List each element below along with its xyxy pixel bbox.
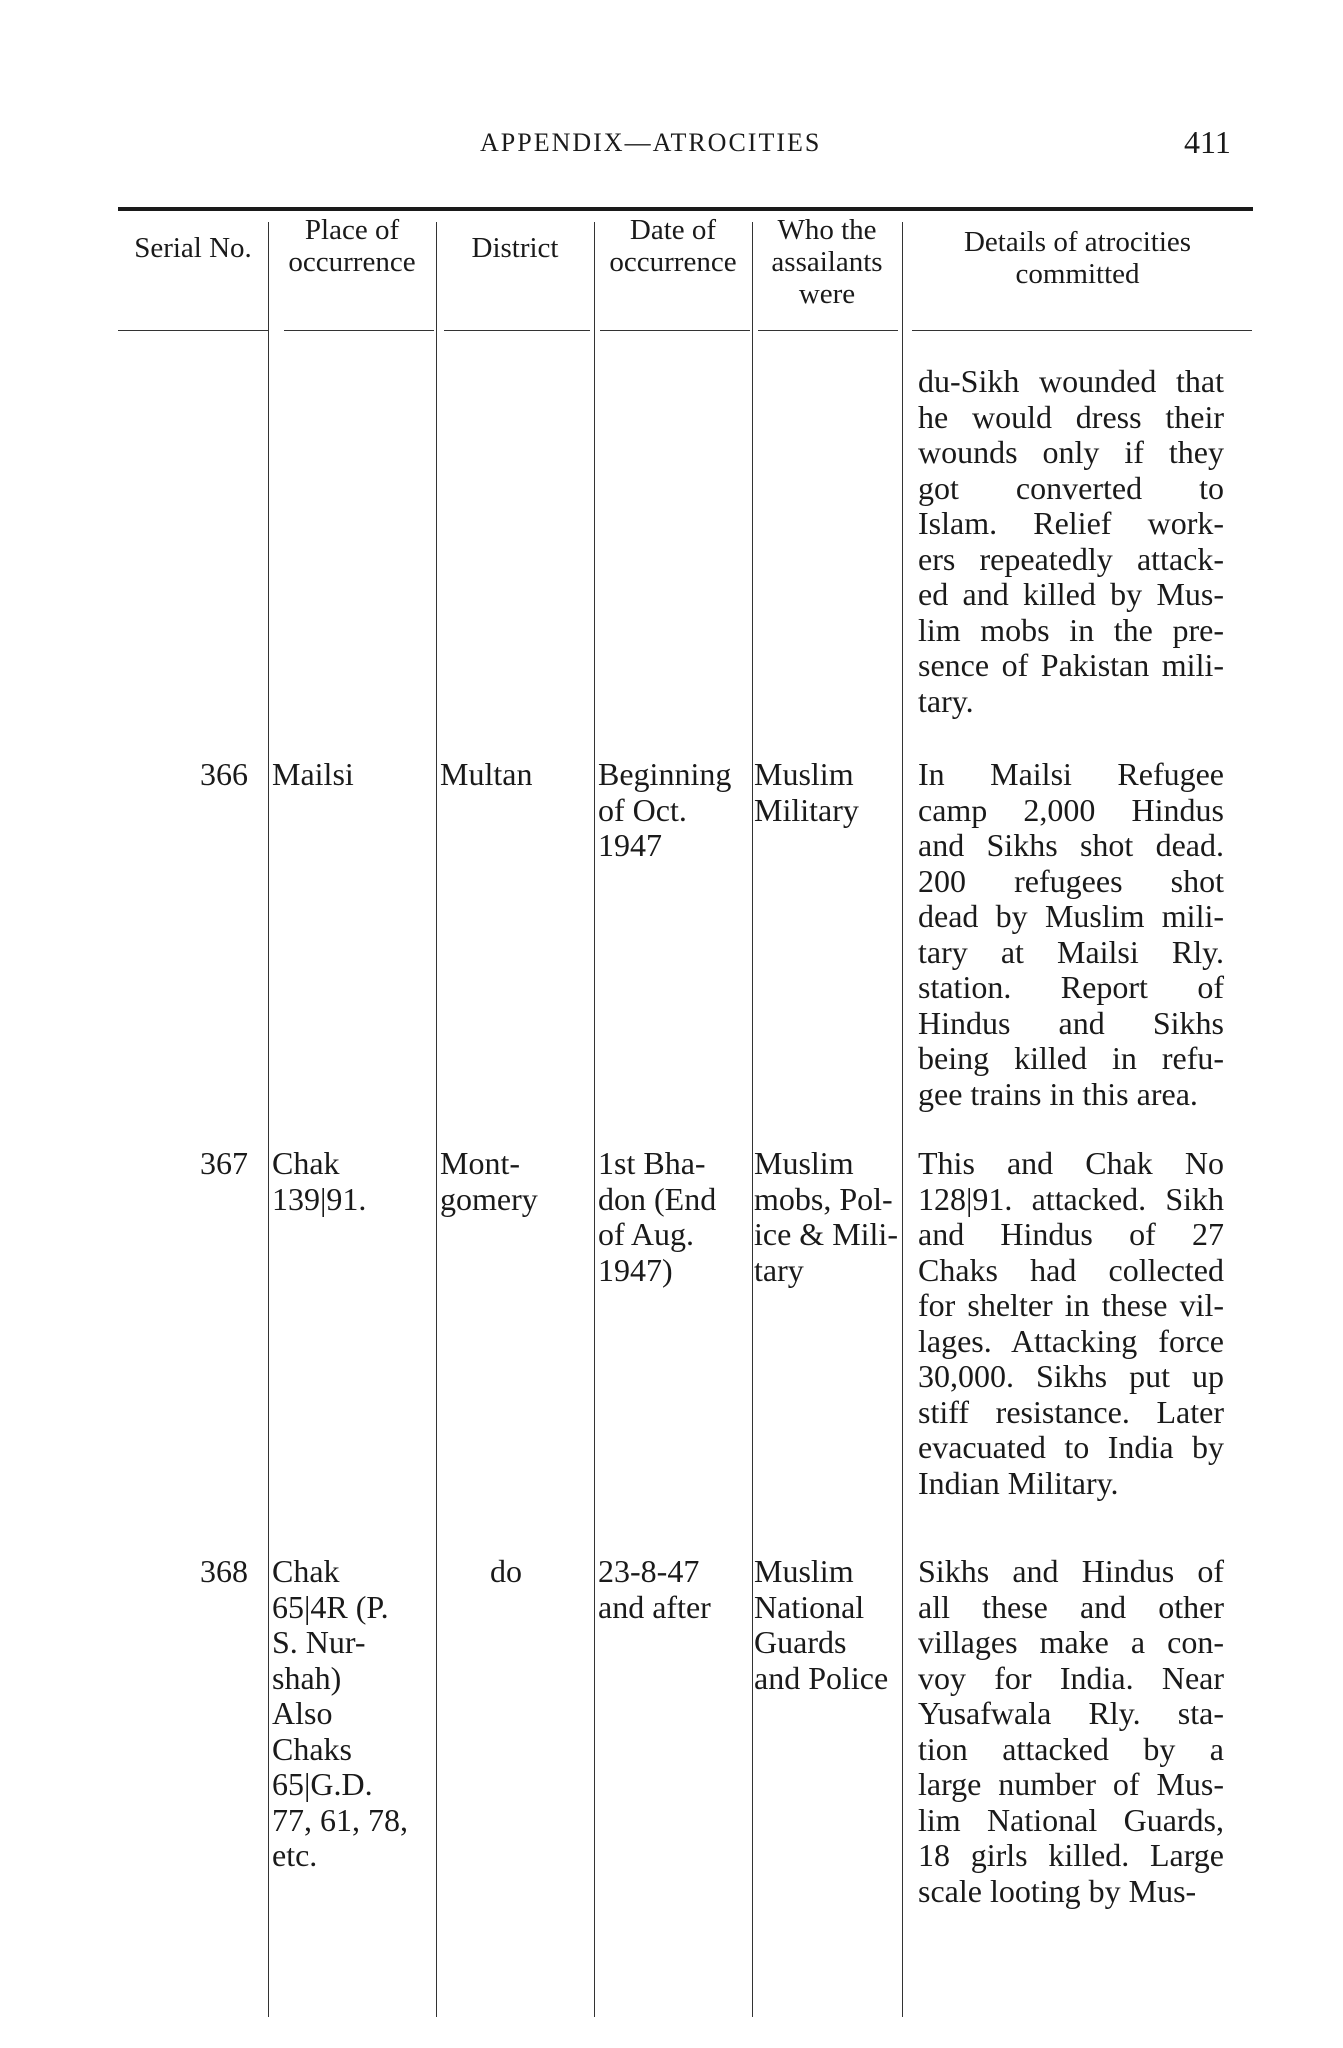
- header-rule: [444, 330, 590, 331]
- row-366-serial: 366: [200, 756, 248, 792]
- row-367-details: This and Chak No 128|91. attacked. Sikh and Hindus of 27 Chaks had collected for shelter in these vil- lages. Attacking force 30,000. Sikhs put up stiff resistance. Later evacuated to India by Indian Military.: [918, 1145, 1224, 1501]
- page-number: 411: [1184, 124, 1231, 160]
- row-367-serial: 367: [200, 1145, 248, 1181]
- column-divider: [436, 222, 437, 2017]
- header-rule: [758, 330, 898, 331]
- row-367-place: Chak 139|91.: [272, 1145, 367, 1217]
- row-367-date: 1st Bha- don (End of Aug. 1947): [598, 1145, 717, 1288]
- row-367-assailants: Muslim mobs, Pol- ice & Mili- tary: [754, 1145, 898, 1288]
- col-head-assailants: Who the assailants were: [771, 214, 883, 310]
- row-366-district: Multan: [440, 756, 533, 792]
- row-368-place: Chak 65|4R (P. S. Nur- shah) Also Chaks 65|G.D. 77, 61, 78, etc.: [272, 1553, 408, 1873]
- col-head-place: Place of occurrence: [288, 214, 416, 278]
- row-368-district: do: [490, 1553, 522, 1589]
- col-head-date: Date of occurrence: [609, 214, 737, 278]
- row-368-details: Sikhs and Hindus of all these and other villages make a con- voy for India. Near Yusafwala Rly. sta- tion attacked by a large number of Mus- lim National Guards, 18 girls killed. Large scale looting by Mus-: [918, 1553, 1224, 1909]
- column-divider: [268, 222, 269, 2017]
- col-head-district: District: [471, 232, 559, 264]
- column-divider: [902, 222, 903, 2017]
- row-366-date: Beginning of Oct. 1947: [598, 756, 732, 863]
- table-top-rule: [118, 207, 1253, 211]
- header-rule: [912, 330, 1252, 331]
- header-rule: [600, 330, 750, 331]
- header-rule: [118, 330, 268, 331]
- col-head-serial: Serial No.: [134, 232, 252, 264]
- col-head-details: Details of atrocities committed: [963, 226, 1192, 290]
- row-368-serial: 368: [200, 1553, 248, 1589]
- continuation-details: du-Sikh wounded that he would dress their wounds only if they got converted to Islam. Relief work- ers repeatedly attack- ed and killed by Mus- lim mobs in the pre- sence of Pakistan mili- tary.: [918, 363, 1224, 719]
- row-366-place: Mailsi: [272, 756, 354, 792]
- running-title: APPENDIX—ATROCITIES: [480, 128, 822, 157]
- row-368-date: 23-8-47 and after: [598, 1553, 711, 1625]
- row-367-district: Mont- gomery: [440, 1145, 538, 1217]
- column-divider: [752, 222, 753, 2017]
- header-rule: [284, 330, 434, 331]
- column-divider: [594, 222, 595, 2017]
- row-366-details: In Mailsi Refugee camp 2,000 Hindus and Sikhs shot dead. 200 refugees shot dead by Muslim mili- tary at Mailsi Rly. station. Report of Hindus and Sikhs being killed in refu- gee trains in this area.: [918, 756, 1224, 1112]
- row-366-assailants: Muslim Military: [754, 756, 859, 828]
- row-368-assailants: Muslim National Guards and Police: [754, 1553, 889, 1696]
